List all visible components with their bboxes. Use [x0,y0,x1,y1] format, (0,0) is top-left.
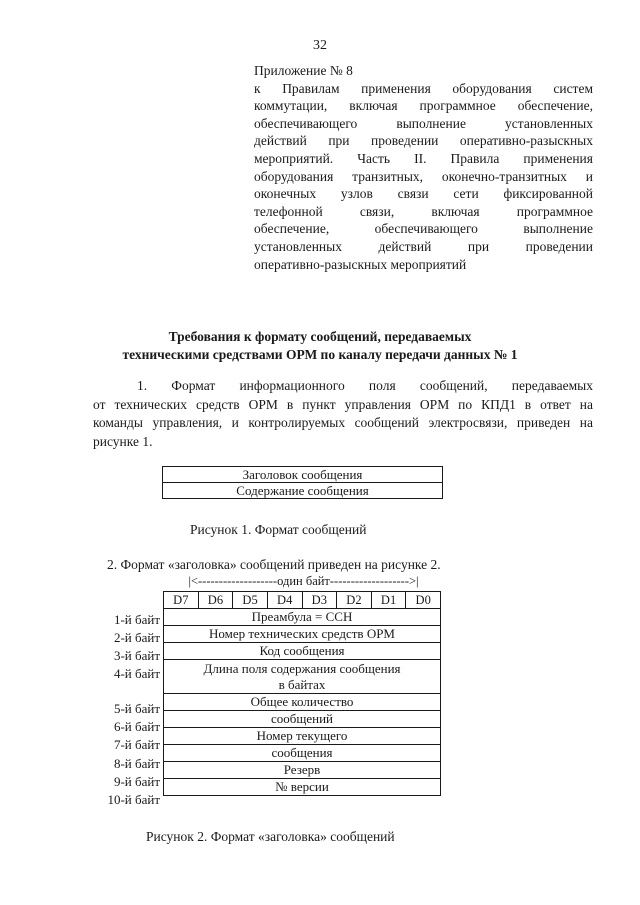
appendix-line: оперативно-разыскных мероприятий [254,256,467,272]
bit-cell: D6 [198,592,233,609]
message-header-cell: Заголовок сообщения [163,467,443,483]
byte-content-line: Длина поля содержания сообщения [203,660,401,676]
byte-labels [100,611,160,809]
byte-label: 4-й байт [113,666,160,682]
bit-cell: D2 [337,592,372,609]
byte-content-cell: № версии [164,779,441,796]
byte-content-cell: Номер текущего [164,728,441,745]
byte-label: 2-й байт [113,630,160,646]
appendix-block [254,62,593,273]
paragraph-line: 1. Формат информационного поля сообщений, передаваемых [137,378,593,393]
appendix-line: к Правилам применения оборудования систем [254,80,593,96]
appendix-line: мероприятий. Часть II. Правила применения [254,150,593,166]
byte-content-cell: Код сообщения [164,643,441,660]
byte-content-line: в байтах [278,676,326,692]
byte-label: 1-й байт [113,612,160,627]
byte-label: 3-й байт [113,648,160,664]
byte-span-marker: |<-------------------один байт------------------->| [188,574,419,588]
bit-cell: D5 [233,592,268,609]
byte-label: 9-й байт [113,773,160,789]
appendix-line: обеспечивающего выполнение установленных [254,115,593,131]
figure-2-table [163,591,441,796]
figure-2-caption: Рисунок 2. Формат «заголовка» сообщений [146,829,395,844]
bits-row [164,592,441,609]
bit-cell: D0 [406,592,441,609]
byte-content-cell: Преамбула = CCH [164,609,441,626]
appendix-line: установленных действий при проведении [254,238,593,254]
appendix-line: обеспечение, обеспечивающего выполнение [254,221,593,237]
paragraph-line: от технических средств ОРМ в пункт управления ОРМ по КПД1 в ответ на [93,396,593,412]
heading-line: техническими средствами ОРМ по каналу передачи данных № 1 [122,346,518,362]
message-content-cell: Содержание сообщения [163,483,443,499]
bit-cell: D3 [302,592,337,609]
paragraph-line: рисунке 1. [93,433,153,449]
byte-label: 5-й байт [113,701,160,717]
byte-content-cell: сообщения [164,745,441,762]
page-number: 32 [313,38,327,53]
appendix-line: действий при проведении оперативно-разыскных [254,133,593,149]
bit-cell: D4 [267,592,302,609]
byte-content-cell: Номер технических средств ОРМ [164,626,441,643]
paragraph-2: 2. Формат «заголовка» сообщений приведен на рисунке 2. [107,557,441,572]
appendix-line: коммутации, включая программное обеспечение, [254,98,593,114]
byte-label: 8-й байт [113,755,160,771]
figure-1-caption: Рисунок 1. Формат сообщений [190,522,367,537]
byte-label: 6-й байт [113,719,160,735]
appendix-title: Приложение № 8 [254,63,353,78]
byte-label: 10-й байт [107,791,160,807]
appendix-line: оборудования транзитных, оконечно-транзитных и [254,168,593,184]
byte-label: 7-й байт [113,737,160,753]
byte-content-cell: сообщений [164,711,441,728]
bit-cell: D7 [164,592,199,609]
section-heading [0,328,640,363]
paragraph-1 [93,377,593,451]
heading-line: Требования к формату сообщений, передаваемых [168,329,472,344]
appendix-line: оконечных узлов связи сети фиксированной [254,186,593,202]
byte-content-cell [164,660,441,694]
figure-1-table [162,466,443,499]
bit-cell: D1 [371,592,406,609]
byte-content-cell: Общее количество [164,694,441,711]
byte-content-cell: Резерв [164,762,441,779]
appendix-line: телефонной связи, включая программное [254,203,593,219]
paragraph-line: команды управления, и контролируемых сообщений электросвязи, приведен на [93,415,593,430]
